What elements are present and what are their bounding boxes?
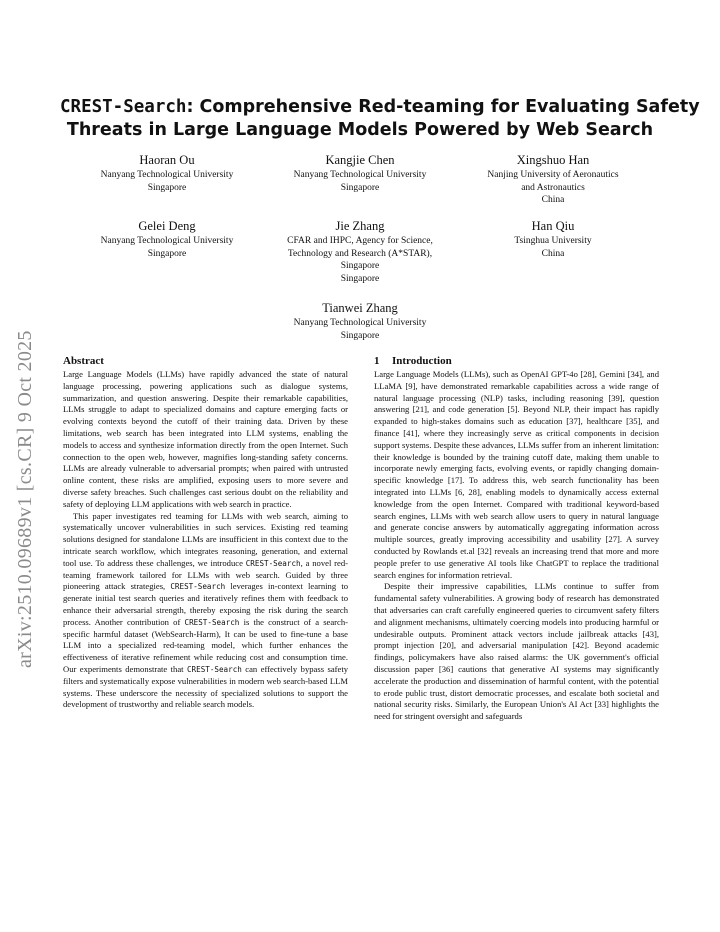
text-run: This paper investigates red teaming for LLMs with web search, aiming to systematically uncover vulnerabilities in such services. Existing red teaming solutions designed for standalone LLMs are insufficient in this context due to the intricate search workflow, which integrates reasoning, generation, and external tool use. To address these challenges, we introduce (63, 510, 348, 568)
author-affiliation: Nanyang Technological University (293, 170, 427, 180)
system-name: CREST-Search (184, 617, 240, 627)
author-affiliation: Singapore (147, 182, 187, 193)
system-name: CREST-Search (170, 582, 226, 592)
introduction-paragraph: Large Language Models (LLMs), such as OpenAI GPT-4o [28], Gemini [34], and LLaMA [9], have demonstrated remarkable capabilities across a wide range of natural language processing (NLP) tasks, including reasoning [39], question answering [21], and code generation [5]. Beyond NLP, their impact has rapidly expanded to high-stakes domains such as education [37], healthcare [35], and finance [41], where they increasingly serve as critical components in decision support systems. Despite these advances, LLMs suffer from an inherent limitation: their knowledge is bounded by the training cutoff date, making them unable to incorporate newly emerging facts, evolving events, or rapidly changing domain-specific knowledge [17]. To address this, web search functionality has been integrated into LLMs [6, 28], enabling models to dynamically access external knowledge from the open Internet. Compared with traditional keyword-based search engines, LLMs with web search allow users to query in natural language and generate concise answers by automatically aggregating information across multiple sources, greatly improving accessibility and usability [27]. A survey conducted by Rowlands et.al [32] reveals an increasing trend that more and more people prefer to use generative AI tools like ChatGPT to replace the traditional search engines for information retrieval. (374, 369, 659, 580)
section-title: Introduction (392, 355, 452, 367)
author-block (453, 218, 653, 260)
introduction-heading (374, 354, 659, 368)
text-run: leverages in-context learning to generate initial test search queries and iteratively refines them with feedback to enhance their adversarial strength, thereby exposing the risk during the search process. Another contribution of (63, 581, 348, 627)
author-block (67, 152, 267, 194)
author-name: Haoran Ou (139, 153, 195, 167)
author-name: Tianwei Zhang (322, 301, 398, 315)
abstract-paragraph (63, 511, 348, 712)
author-affiliation: China (541, 248, 565, 259)
author-name: Kangjie Chen (325, 153, 395, 167)
author-block (260, 300, 460, 342)
author-affiliation: Technology and Research (A*STAR), (287, 248, 433, 259)
author-affiliation: and Astronautics (521, 182, 585, 193)
author-block (260, 218, 460, 285)
author-affiliation: Singapore (340, 182, 380, 193)
author-affiliation: China (541, 195, 565, 205)
author-affiliation: Singapore (340, 261, 380, 271)
title-line-2: Threats in Large Language Models Powered by Web Search (66, 120, 654, 140)
text-run: is the construct of a search-specific harmful dataset (WebSearch-Harm), It can be used to fine-tune a base LLM into a specialized red-teaming model, which further enhances the effectiveness of iterative refinement while reducing cost and consumption time. Our experiments demonstrate that (63, 616, 348, 674)
title-system-name: CREST-Search (60, 97, 187, 117)
introduction-section (374, 354, 659, 723)
author-name: Jie Zhang (335, 219, 385, 233)
author-affiliation: Nanyang Technological University (100, 236, 234, 246)
paper-title (60, 96, 700, 142)
author-name: Gelei Deng (138, 219, 196, 233)
author-affiliation: Singapore (340, 330, 380, 341)
author-affiliation: Singapore (147, 248, 187, 259)
title-line-1-rest: : Comprehensive Red-teaming for Evaluating Safety (186, 97, 700, 117)
text-run: , a novel red-teaming framework tailored for LLMs with web search. Guided by three pioneering attack strategies, (63, 557, 348, 592)
abstract-paragraph: Large Language Models (LLMs) have rapidly advanced the state of natural language processing, powering applications such as dialogue systems, summarization, and question answering. Despite their remarkable capabilities, LLMs struggle to adapt to specialized domains and capture emerging facts or evolving contexts beyond the cutoff of their training data. Driven by these limitations, web search has been integrated into LLM systems, enabling the models to access and synthesize information directly from the open Internet. Such connection to the open web, however, magnifies long-standing safety concerns. LLMs are already vulnerable to adversarial prompts; when paired with untrusted online content, these risks are amplified, exposing users to more severe and diverse safety breaches. Such challenges cast serious doubt on the reliability and safety of deploying LLM applications with web search in practice. (63, 369, 348, 509)
abstract-heading: Abstract (63, 355, 104, 367)
author-block (260, 152, 460, 194)
author-name: Han Qiu (531, 219, 575, 233)
author-affiliation: Nanjing University of Aeronautics (487, 170, 619, 180)
author-block (453, 152, 653, 207)
author-affiliation: CFAR and IHPC, Agency for Science, (287, 236, 433, 246)
author-affiliation: Singapore (340, 273, 380, 284)
title-line-1 (60, 96, 700, 119)
section-number: 1 (374, 355, 380, 367)
author-block (67, 218, 267, 260)
author-name: Xingshuo Han (516, 153, 590, 167)
arxiv-identifier: arXiv:2510.09689v1 [cs.CR] 9 Oct 2025 (14, 330, 36, 668)
author-affiliation: Nanyang Technological University (100, 170, 234, 180)
abstract-section (63, 354, 348, 711)
system-name: CREST-Search (245, 558, 301, 568)
text-run: can effectively bypass safety filters and systematically expose vulnerabilities in modern web search-based LLM systems. These underscore the necessity of specialized solutions to support the development of trustworthy and reliable search models. (63, 663, 348, 710)
introduction-paragraph: Despite their impressive capabilities, LLMs continue to suffer from fundamental safety vulnerabilities. A growing body of research has demonstrated that adversaries can craft carefully engineered queries to circumvent safety filters and alignment mechanisms, ultimately coercing models into producing harmful or undesirable outputs. Prominent attack vectors include jailbreak attacks [43], prompt injection [20], and adversarial manipulation [42]. Beyond academic findings, policymakers have also raised alarms: the UK government's official discussion paper [36] cautions that generative AI systems may significantly accelerate the production and dissemination of harmful content, with the potential to erode public trust, distort democratic processes, and escalate both societal and national security risks. Similarly, the European Union's AI Act [33] highlights the need for stringent oversight and safeguards (374, 581, 659, 722)
author-affiliation: Tsinghua University (514, 236, 592, 246)
system-name: CREST-Search (186, 664, 242, 674)
author-affiliation: Nanyang Technological University (293, 318, 427, 328)
